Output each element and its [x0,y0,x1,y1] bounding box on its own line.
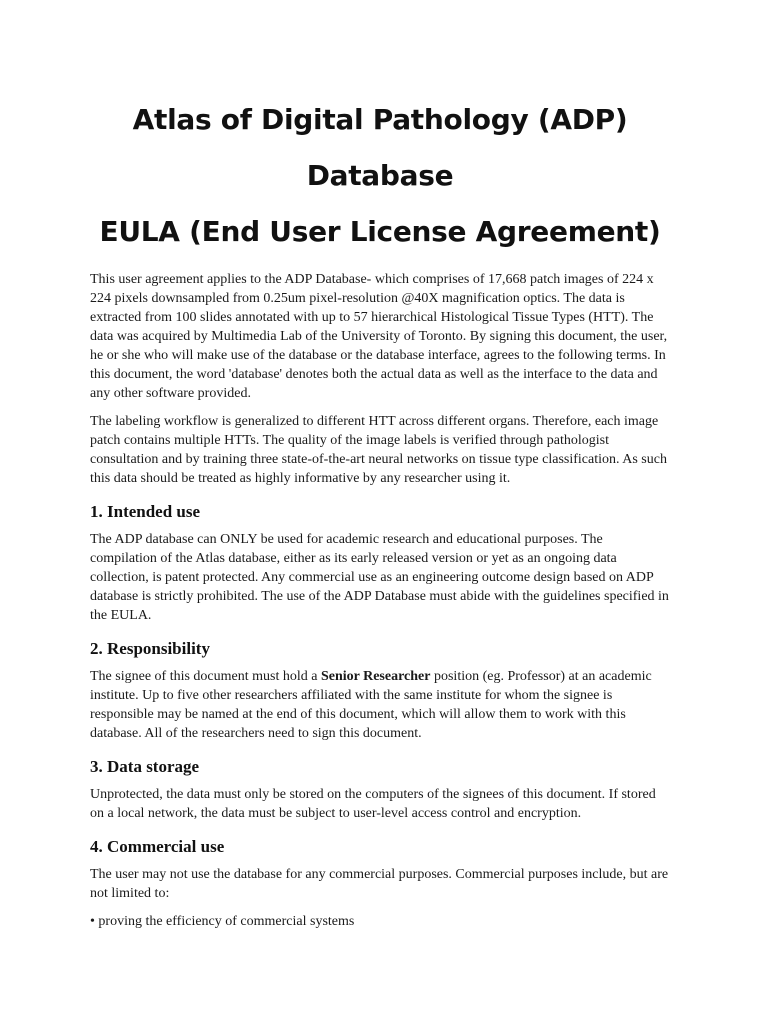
title-line-2: EULA (End User License Agreement) [99,215,661,248]
intro-paragraph-2: The labeling workflow is generalized to different HTT across different organs. Therefore, each image patch contains multiple HTTs. The quality of the image labels is verified through pathologist consultation and by training three state-of-the-art neural networks on tissue type classification. As such this data should be treated as highly informative by any researcher using it. [90,414,667,486]
section-body-data-storage: Unprotected, the data must only be stored on the computers of the signees of this document. If stored on a local network, the data must be subject to user-level access control and encryption. [90,787,656,821]
title-line-1: Atlas of Digital Pathology (ADP) Database [132,103,628,192]
section-heading-commercial-use: 4. Commercial use [90,837,225,856]
responsibility-text-end: position (eg. Professor) at an academic institute. Up to five other researchers affiliated with the same institute for whom the signee is responsible may be named at the end of this document, which will allow them to work with this database. All of the researchers need to sign this document. [90,669,652,741]
responsibility-text-start: The signee of this document must hold a [90,669,321,684]
document-title [90,92,670,260]
section-body-responsibility [90,667,670,743]
section-heading-data-storage: 3. Data storage [90,757,200,776]
section-body-commercial-use: The user may not use the database for any commercial purposes. Commercial purposes include, but are not limited to: [90,867,669,901]
section-body-intended-use: The ADP database can ONLY be used for academic research and educational purposes. The compilation of the Atlas database, either as its early released version or yet as an ongoing data collection, is patent protected. Any commercial use as an engineering outcome design based on ADP database is strictly prohibited. The use of the ADP Database must abide with the guidelines specified in the EULA. [90,532,669,623]
commercial-use-bullet-item: • proving the efficiency of commercial systems [90,914,355,929]
intro-paragraph-1: This user agreement applies to the ADP Database- which comprises of 17,668 patch images of 224 x 224 pixels downsampled from 0.25um pixel-resolution @40X magnification optics. The data is extracted from 100 slides annotated with up to 57 hierarchical Histological Tissue Types (HTT). The data was acquired by Multimedia Lab of the University of Toronto. By signing this document, the user, he or she who will make use of the database or the database interface, agrees to the following terms. In this document, the word 'database' denotes both the actual data as well as the interface to the data and any other software provided. [90,272,668,401]
section-heading-intended-use: 1. Intended use [90,502,201,521]
section-heading-responsibility: 2. Responsibility [90,639,210,658]
senior-researcher-emphasis: Senior Researcher [320,669,431,684]
